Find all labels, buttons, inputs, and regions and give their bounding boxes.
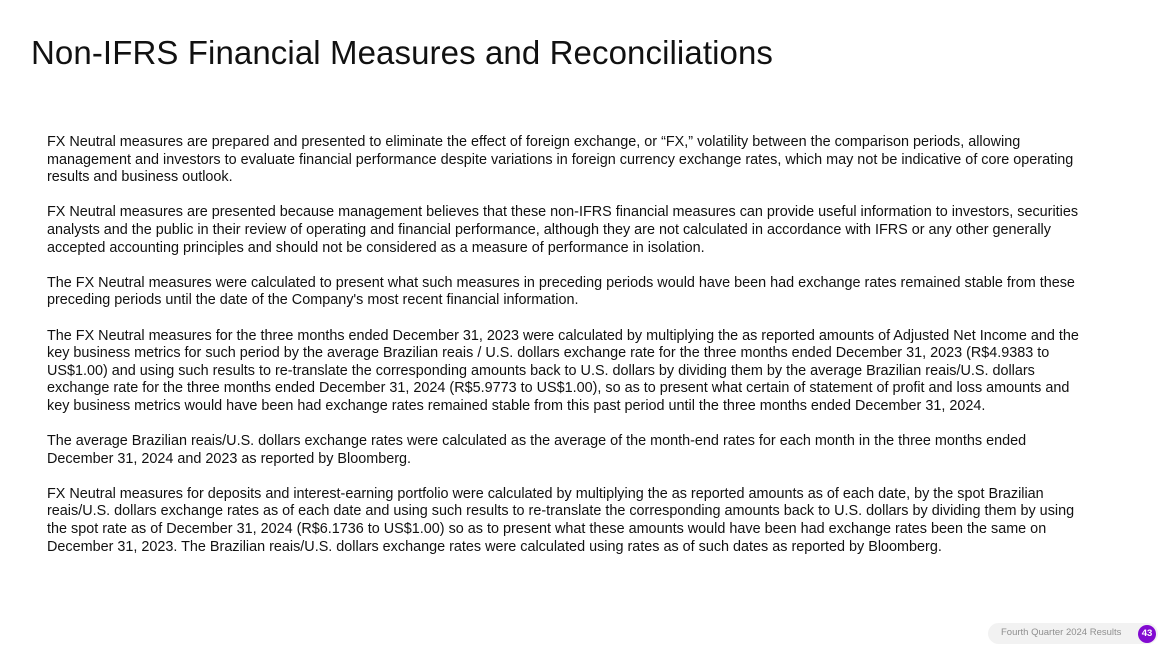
paragraph: FX Neutral measures are presented because management believes that these non-IFRS financial measures can provide useful information to investors, securities analysts and the public in their review of operating and financial performance, although they are not calculated in accordance with IFRS or any other generally accepted accounting principles and should not be considered as a measure of performance in isolation. <box>47 204 1079 256</box>
page-number-badge: 43 <box>1138 625 1156 643</box>
paragraph: The FX Neutral measures for the three months ended December 31, 2023 were calculated by multiplying the as reported amounts of Adjusted Net Income and the key business metrics for such period by the average Brazilian reais / U.S. dollars exchange rate for the three months ended December 31, 2023 (R$4.9383 to US$1.00) and using such results to re-translate the corresponding amounts back to U.S. dollars by dividing them by the average Brazilian reais/U.S. dollars exchange rate for the three months ended December 31, 2024 (R$5.9773 to US$1.00), so as to present what certain of statement of profit and loss amounts and key business metrics would have been had exchange rates remained stable from this past period until the three months ended December 31, 2024. <box>47 327 1079 414</box>
paragraph: FX Neutral measures for deposits and interest-earning portfolio were calculated by multiplying the as reported amounts as of each date, by the spot Brazilian reais/U.S. dollars exchange rates as of each date and using such results to re-translate the corresponding amounts back to U.S. dollars by dividing them by using the spot rate as of December 31, 2024 (R$6.1736 to US$1.00) so as to present what these amounts would have been had exchange rates been the same on December 31, 2023. The Brazilian reais/U.S. dollars exchange rates were calculated using rates as of such dates as reported by Bloomberg. <box>47 485 1075 555</box>
paragraph: The FX Neutral measures were calculated to present what such measures in preceding periods would have been had exchange rates remained stable from these preceding periods until the date of the Company's most recent financial information. <box>47 274 1075 309</box>
body-text <box>47 134 1082 574</box>
page-title: Non-IFRS Financial Measures and Reconciliations <box>31 34 774 71</box>
paragraph: The average Brazilian reais/U.S. dollars exchange rates were calculated as the average of the month-end rates for each month in the three months ended December 31, 2024 and 2023 as reported by Bloomberg. <box>47 433 1027 467</box>
footer-pill <box>988 623 1158 644</box>
footer-label: Fourth Quarter 2024 Results <box>1001 627 1122 638</box>
paragraph: FX Neutral measures are prepared and presented to eliminate the effect of foreign exchange, or “FX,” volatility between the comparison periods, allowing management and investors to evaluate financial performance despite variations in foreign currency exchange rates, which may not be indicative of core operating results and business outlook. <box>47 134 1074 186</box>
